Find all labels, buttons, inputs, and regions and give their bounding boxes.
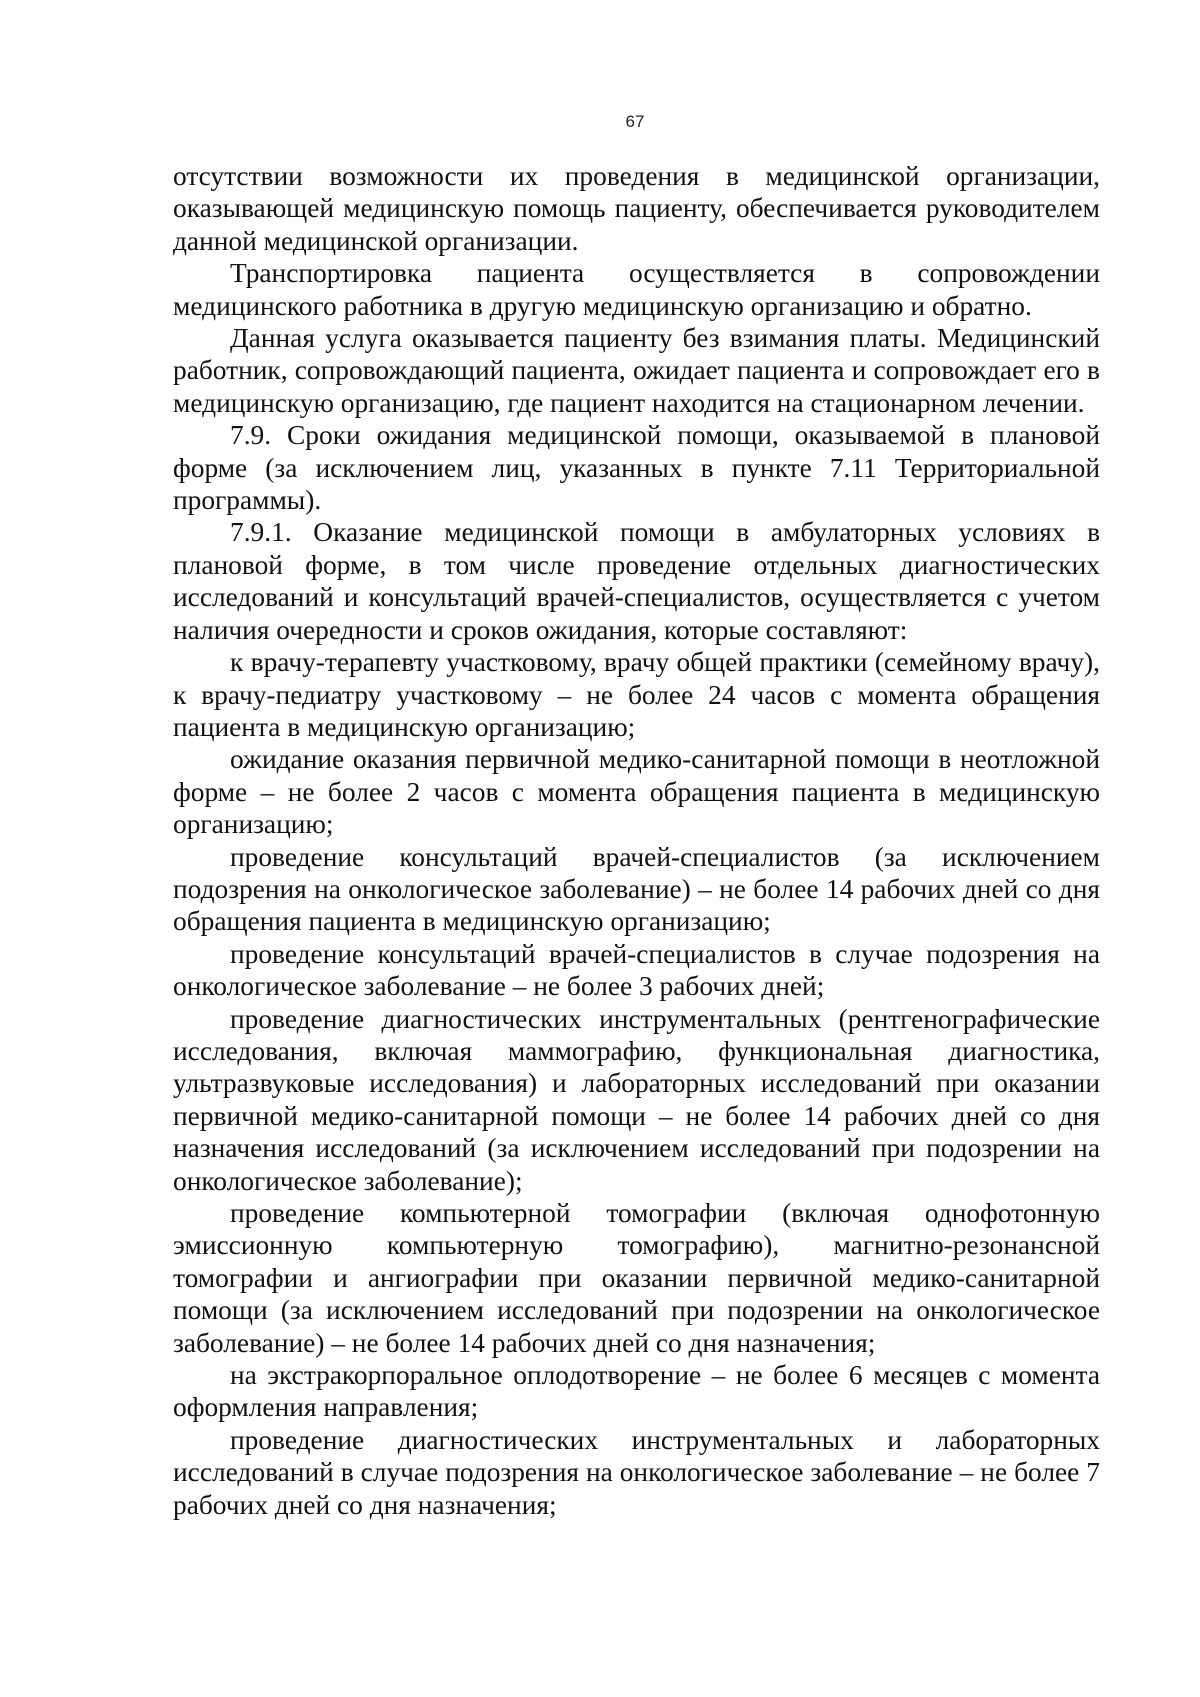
list-item-tomography: проведение компьютерной томографии (включая однофотонную эмиссионную компьютерную томографию), магнитно-резонансной томографии и ангиографии при оказании первичной медико-санитарной помощи (за исключением исследований при подозрении на онкологическое заболевание) – не более 14 рабочих дней со дня назначения;: [173, 1198, 1100, 1358]
list-item-oncology-consult: проведение консультаций врачей-специалистов в случае подозрения на онкологическое заболевание – не более 3 рабочих дней;: [173, 938, 1100, 1002]
paragraph-continuation: отсутствии возможности их проведения в медицинской организации, оказывающей медицинскую помощь пациенту, обеспечивается руководителем данной медицинской организации.: [173, 161, 1100, 256]
page-number: 67: [625, 112, 645, 131]
section-7-9-1: 7.9.1. Оказание медицинской помощи в амбулаторных условиях в плановой форме, в том числе проведение отдельных диагностических исследований и консультаций врачей-специалистов, осуществляется с учетом наличия очередности и сроков ожидания, которые составляют:: [173, 517, 1100, 645]
list-item-specialist-consult: проведение консультаций врачей-специалистов (за исключением подозрения на онкологическое заболевание) – не более 14 рабочих дней со дня обращения пациента в медицинскую организацию;: [173, 841, 1100, 937]
section-7-9-heading: 7.9. Сроки ожидания медицинской помощи, оказываемой в плановой форме (за исключением лиц, указанных в пункте 7.11 Территориальной программы).: [173, 420, 1100, 516]
list-item-diagnostics: проведение диагностических инструментальных (рентгенографические исследования, включая маммографию, функциональная диагностика, ультразвуковые исследования) и лабораторных исследований при оказании первичной медико-санитарной помощи – не более 14 рабочих дней со дня назначения исследований (за исключением исследований при подозрении на онкологическое заболевание);: [173, 1003, 1100, 1196]
list-item-oncology-diagnostics: проведение диагностических инструментальных и лабораторных исследований в случае подозрения на онкологическое заболевание – не более 7 рабочих дней со дня назначения;: [173, 1424, 1100, 1520]
list-item-ivf: на экстракорпоральное оплодотворение – не более 6 месяцев с момента оформления направления;: [173, 1360, 1100, 1423]
paragraph-free-service: Данная услуга оказывается пациенту без взимания платы. Медицинский работник, сопровождающий пациента, ожидает пациента и сопровождает его в медицинскую организацию, где пациент находится на стационарном лечении.: [173, 323, 1100, 418]
list-item-urgent-care: ожидание оказания первичной медико-санитарной помощи в неотложной форме – не более 2 часов с момента обращения пациента в медицинскую организацию;: [173, 744, 1100, 840]
document-body: [173, 160, 1100, 1521]
list-item-therapist: к врачу-терапевту участковому, врачу общей практики (семейному врачу), к врачу-педиатру участковому – не более 24 часов с момента обращения пациента в медицинскую организацию;: [173, 647, 1100, 742]
paragraph-transport: Транспортировка пациента осуществляется в сопровождении медицинского работника в другую медицинскую организацию и обратно.: [173, 258, 1100, 321]
